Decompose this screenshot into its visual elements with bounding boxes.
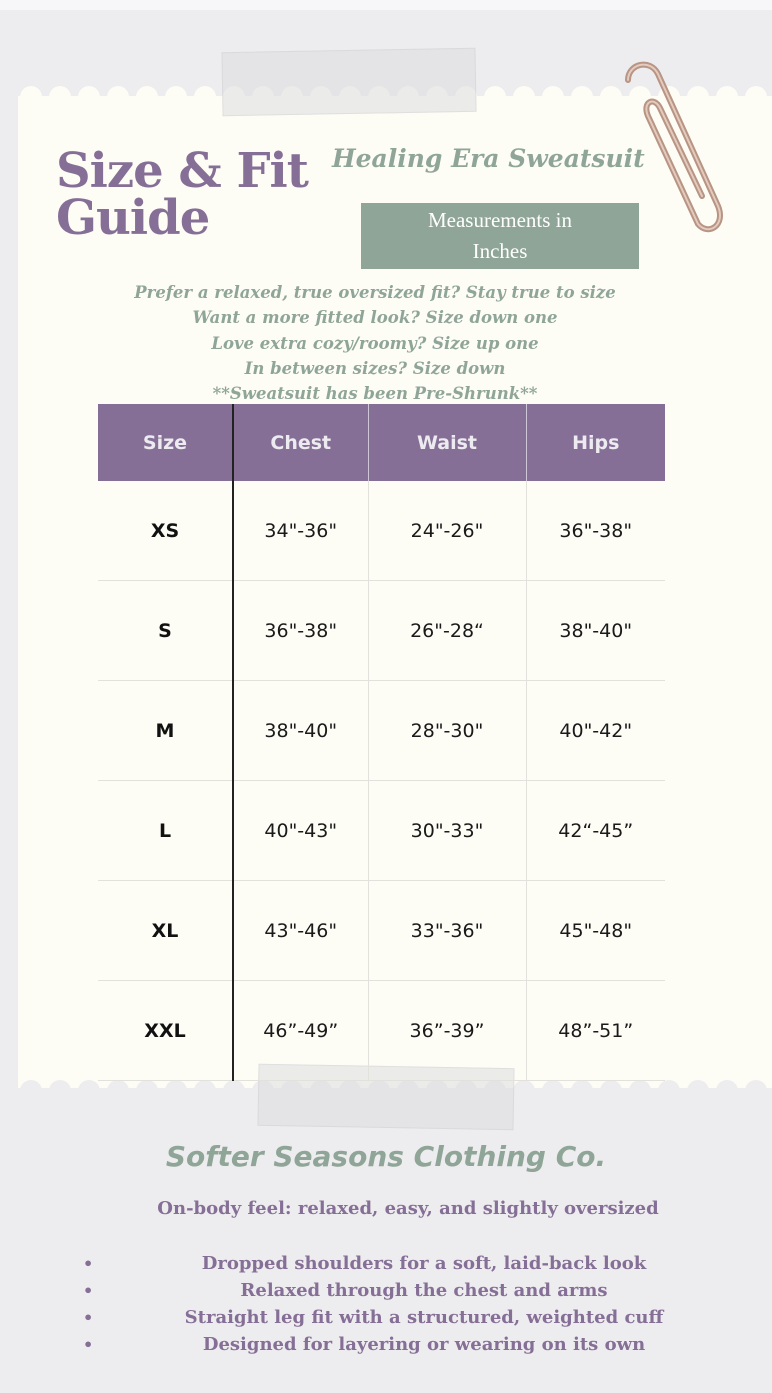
on-body-feel: On-body feel: relaxed, easy, and slightly oversized <box>157 1198 659 1219</box>
feature-text: Straight leg fit with a structured, weighted cuff <box>184 1307 664 1328</box>
list-item <box>0 1277 772 1304</box>
scallop-shape <box>658 1080 680 1100</box>
scallop-shape <box>571 1080 593 1100</box>
scallop-shape <box>107 86 129 106</box>
hips-cell: 36"-38" <box>526 481 665 581</box>
header-chest: Chest <box>233 404 368 481</box>
fit-tips <box>60 280 690 406</box>
chest-cell: 38"-40" <box>233 681 368 781</box>
scallop-shape <box>194 1080 216 1100</box>
size-cell: L <box>98 781 233 881</box>
header-waist: Waist <box>368 404 526 481</box>
table-row <box>98 881 665 981</box>
fit-tip: Want a more fitted look? Size down one <box>192 308 558 328</box>
scallop-shape <box>600 1080 622 1100</box>
scallop-shape <box>136 86 158 106</box>
chest-cell: 46”-49” <box>233 981 368 1081</box>
scallop-shape <box>687 1080 709 1100</box>
size-cell: S <box>98 581 233 681</box>
hips-cell: 40"-42" <box>526 681 665 781</box>
feature-text: Designed for layering or wearing on its own <box>202 1334 646 1355</box>
title-line-2: Guide <box>56 190 210 246</box>
waist-cell: 26"-28“ <box>368 581 526 681</box>
size-cell: XS <box>98 481 233 581</box>
header-size: Size <box>98 404 233 481</box>
scallop-shape <box>78 1080 100 1100</box>
units-badge <box>361 203 639 269</box>
scallop-shape <box>513 86 535 106</box>
chest-cell: 36"-38" <box>233 581 368 681</box>
tape-top-decoration <box>221 48 476 116</box>
table-row <box>98 681 665 781</box>
scallop-shape <box>165 1080 187 1100</box>
table-row <box>98 781 665 881</box>
feature-list <box>0 1250 772 1358</box>
waist-cell: 28"-30" <box>368 681 526 781</box>
bullet-icon: • <box>83 1254 94 1273</box>
scallop-shape <box>716 1080 738 1100</box>
hips-cell: 38"-40" <box>526 581 665 681</box>
table-row <box>98 581 665 681</box>
fit-tip: Prefer a relaxed, true oversized fit? Stay true to size <box>134 283 616 302</box>
list-item <box>0 1331 772 1358</box>
scallop-shape <box>542 86 564 106</box>
fit-tip: In between sizes? Size down <box>244 358 506 378</box>
scallop-shape <box>78 86 100 106</box>
hips-cell: 42“-45” <box>526 781 665 881</box>
fit-tip: Love extra cozy/roomy? Size up one <box>211 333 539 353</box>
waist-cell: 30"-33" <box>368 781 526 881</box>
table-row <box>98 481 665 581</box>
hips-cell: 45"-48" <box>526 881 665 981</box>
title-line-1: Size & Fit <box>56 143 308 199</box>
list-item <box>0 1304 772 1331</box>
table-header-row <box>98 404 665 481</box>
product-subtitle: Healing Era Sweatsuit <box>332 144 645 173</box>
size-chart-table <box>98 404 665 1081</box>
brand-name: Softer Seasons Clothing Co. <box>165 1140 607 1173</box>
units-line-1: Measurements in <box>427 208 573 232</box>
scallop-shape <box>49 86 71 106</box>
scallop-shape <box>194 86 216 106</box>
scallop-shape <box>49 1080 71 1100</box>
scallop-shape <box>136 1080 158 1100</box>
size-cell: M <box>98 681 233 781</box>
scallop-shape <box>107 1080 129 1100</box>
chest-cell: 43"-46" <box>233 881 368 981</box>
units-line-2: Inches <box>472 239 528 263</box>
feature-text: Relaxed through the chest and arms <box>240 1280 608 1301</box>
hips-cell: 48”-51” <box>526 981 665 1081</box>
scallop-shape <box>223 1080 245 1100</box>
chest-cell: 34"-36" <box>233 481 368 581</box>
scallop-shape <box>542 1080 564 1100</box>
scallop-shape <box>745 86 767 106</box>
scallop-shape <box>513 1080 535 1100</box>
scallop-shape <box>571 86 593 106</box>
scallop-shape <box>745 1080 767 1100</box>
scallop-shape <box>20 86 42 106</box>
bullet-icon: • <box>83 1308 94 1327</box>
header-hips: Hips <box>526 404 665 481</box>
waist-cell: 33"-36" <box>368 881 526 981</box>
bullet-icon: • <box>83 1281 94 1300</box>
table-row <box>98 981 665 1081</box>
chest-cell: 40"-43" <box>233 781 368 881</box>
bullet-icon: • <box>83 1335 94 1354</box>
waist-cell: 24"-26" <box>368 481 526 581</box>
page-title <box>56 143 356 246</box>
scallop-shape <box>165 86 187 106</box>
pre-shrunk-note: **Sweatsuit has been Pre-Shrunk** <box>212 384 538 404</box>
scallop-shape <box>20 1080 42 1100</box>
waist-cell: 36”-39” <box>368 981 526 1081</box>
scallop-shape <box>629 1080 651 1100</box>
top-band <box>0 0 772 10</box>
size-cell: XXL <box>98 981 233 1081</box>
feature-text: Dropped shoulders for a soft, laid-back look <box>201 1253 647 1274</box>
size-cell: XL <box>98 881 233 981</box>
scallop-shape <box>484 86 506 106</box>
list-item <box>0 1250 772 1277</box>
